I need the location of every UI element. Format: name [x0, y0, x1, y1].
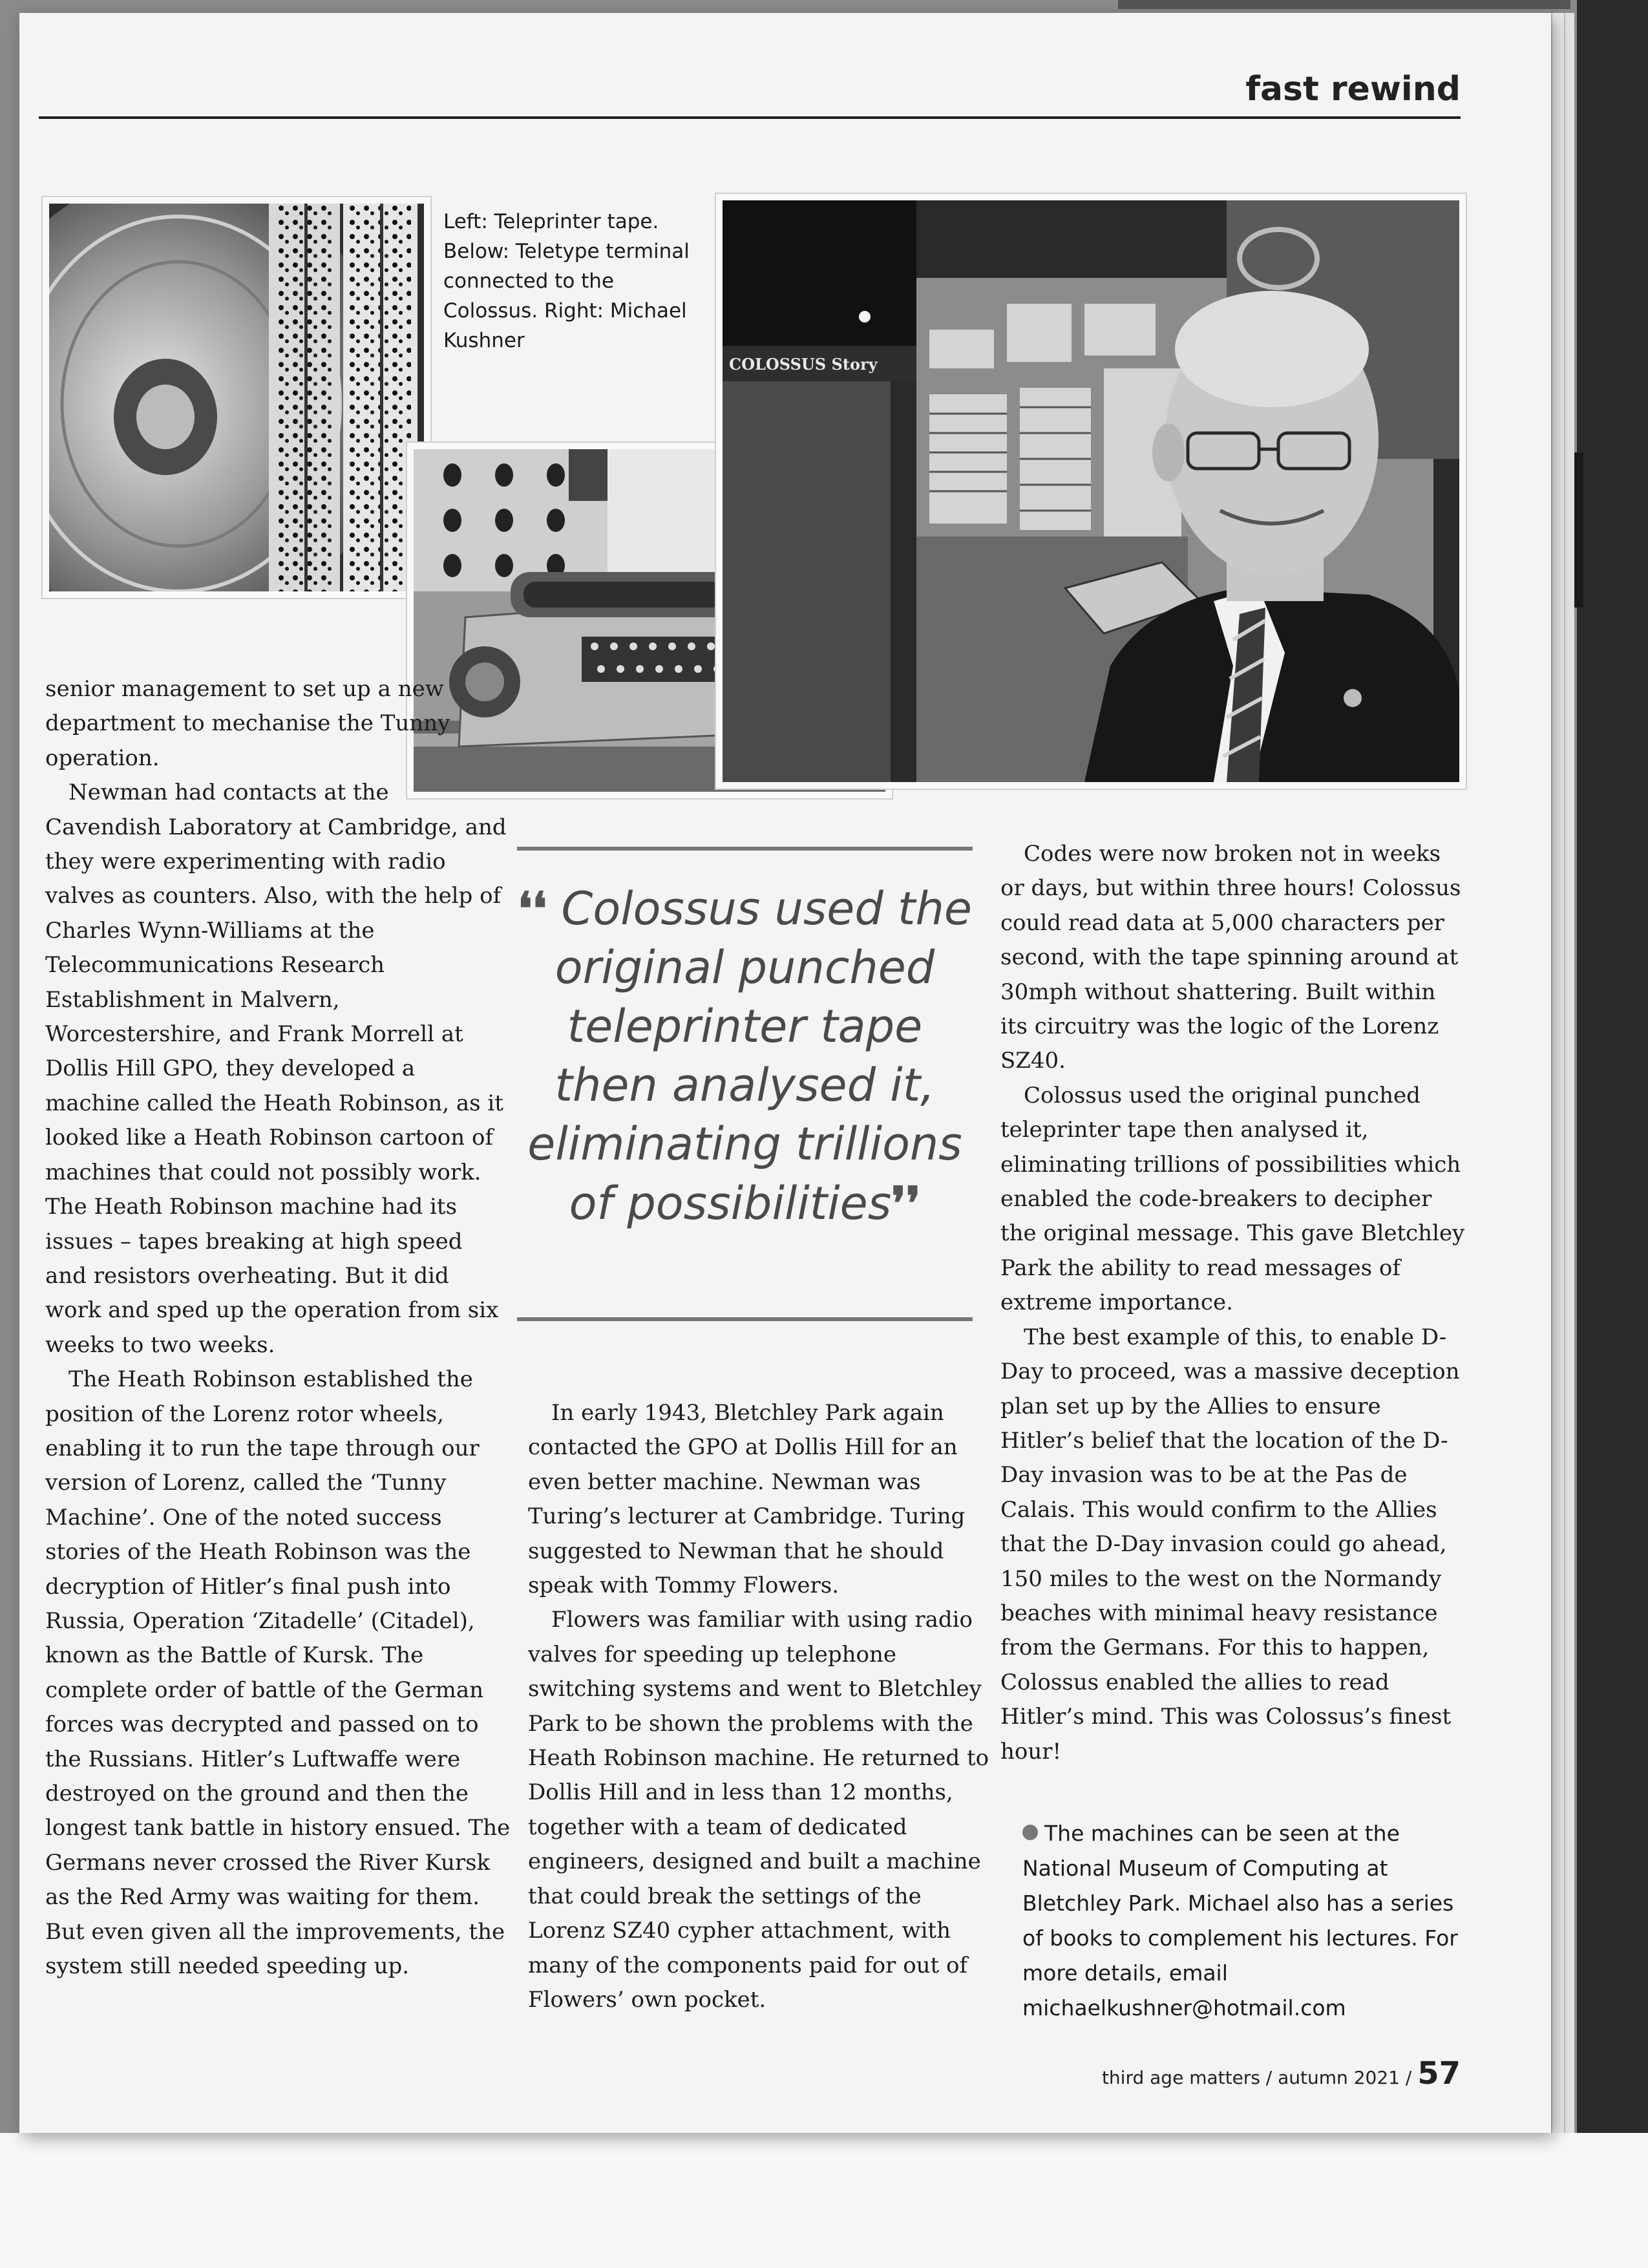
- header-rule: [39, 116, 1461, 119]
- paragraph: The best example of this, to enable D-Day to proceed, was a massive deception plan set up by the Allies to ensure Hitler’s belief that the location of the D-Day invasion was to be at the Pas de Calais. This would confirm to the Allies that the D-Day invasion could go ahead, 150 miles to the west on the Normandy beaches with minimal heavy resistance from the Germans. For this to happen, Colossus enabled the allies to read Hitler’s mind. This was Colossus’s finest hour!: [1000, 1324, 1460, 1765]
- colossus-story-sign: COLOSSUS Story: [729, 355, 878, 374]
- photo-caption: Left: Teleprinter tape. Below: Teletype terminal connected to the Colossus. Right: Michael Kushner: [443, 210, 690, 352]
- article-column-3: [1000, 837, 1466, 1769]
- open-quote-icon: ❛❛: [518, 882, 547, 935]
- photo-teleprinter-tape: [43, 197, 430, 598]
- page-footer: [1102, 2055, 1461, 2092]
- paragraph: Colossus used the original punched teleprinter tape then analysed it, eliminating trillions of possibilities which enabled the code-breakers to decipher the original message. This gave Bletchley Park the ability to read messages of extreme importance.: [1000, 1082, 1465, 1316]
- photo-michael-kushner: [716, 194, 1466, 789]
- pullquote-text: Colossus used the original punched teleprinter tape then analysed it, eliminating trillions of possibilities: [527, 882, 972, 1230]
- magazine-page: [19, 13, 1551, 2133]
- pullquote: [517, 879, 973, 1233]
- paragraph: Codes were now broken not in weeks or days, but within three hours! Colossus could read data at 5,000 characters per second, with the tape spinning around at 30mph without shattering. Built within its circuitry was the logic of the Lorenz SZ40.: [1000, 841, 1461, 1074]
- article-column-2: [528, 1396, 993, 2017]
- page-number: 57: [1417, 2055, 1461, 2092]
- endnote-text: The machines can be seen at the National Museum of Computing at Bletchley Park. Michael also has a series of books to complement his lectures. For more details, email michaelkushner@hotmail.com: [1022, 1821, 1458, 2020]
- tape-reel-image: [49, 204, 424, 591]
- page-edge: [1564, 13, 1574, 2133]
- paragraph: The Heath Robinson established the position of the Lorenz rotor wheels, enabling it to run the tape through our version of Lorenz, called the ‘Tunny Machine’. One of the noted success stories of the Heath Robinson was the decryption of Hitler’s final push into Russia, Operation ‘Zitadelle’ (Citadel), known as the Battle of Kursk. The complete order of battle of the German forces was decrypted and passed on to the Russians. Hitler’s Luftwaffe were destroyed on the ground and then the longest tank battle in history ensued. The Germans never crossed the River Kursk as the Red Army was waiting for them. But even given all the improvements, the system still needed speeding up.: [45, 1366, 511, 1980]
- endnote: [1022, 1816, 1475, 2026]
- article-column-1: [45, 672, 511, 1984]
- paragraph: senior management to set up a new department to mechanise the Tunny operation.: [45, 676, 450, 771]
- paragraph: Newman had contacts at the Cavendish Laboratory at Cambridge, and they were experimenting with radio valves as counters. Also, with the help of Charles Wynn-Williams at the Telecommunications Research Establishment in Malvern, Worcestershire, and Frank Morrell at Dollis Hill GPO, they developed a machine called the Heath Robinson, as it looked like a Heath Robinson cartoon of machines that could not possibly work. The Heath Robinson machine had its issues – tapes breaking at high speed and resistors overheating. But it did work and sped up the operation from six weeks to two weeks.: [45, 779, 507, 1358]
- paragraph: In early 1943, Bletchley Park again contacted the GPO at Dollis Hill for an even better machine. Newman was Turing’s lecturer at Cambridge. Turing suggested to Newman that he should speak with Tommy Flowers.: [528, 1400, 966, 1599]
- pullquote-rule-bottom: [517, 1317, 973, 1321]
- section-label: fast rewind: [1245, 70, 1461, 109]
- bullet-icon: [1022, 1825, 1038, 1840]
- colossus-portrait-image: [723, 200, 1459, 782]
- pullquote-rule-top: [517, 847, 973, 851]
- publication-info: third age matters / autumn 2021 /: [1101, 2067, 1412, 2088]
- close-quote-icon: ❜❜: [891, 1176, 921, 1230]
- paragraph: Flowers was familiar with using radio valves for speeding up telephone switching systems and went to Bletchley Park to be shown the problems with the Heath Robinson machine. He returned to Dollis Hill and in less than 12 months, together with a team of dedicated engineers, designed and built a machine that could break the settings of the Lorenz SZ40 cypher attachment, with many of the components paid for out of Flowers’ own pocket.: [528, 1607, 989, 2013]
- scanner-bed: [0, 2133, 1648, 2268]
